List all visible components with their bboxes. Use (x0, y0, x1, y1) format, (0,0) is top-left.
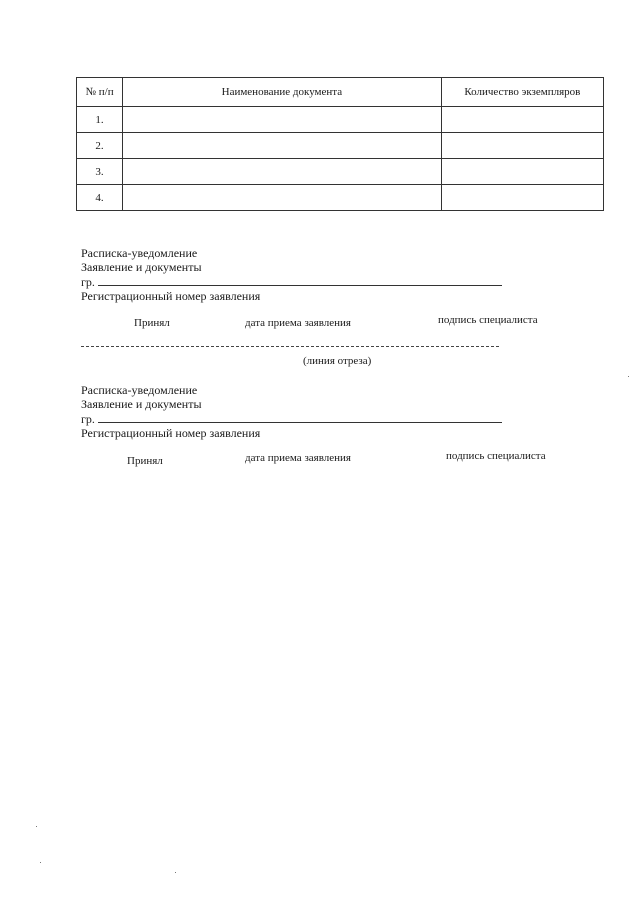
receipt-bottom (81, 383, 502, 440)
row-number: 1. (77, 107, 123, 133)
reg-number-label: Регистрационный номер заявления (81, 289, 261, 303)
row-copies-count (441, 107, 603, 133)
row-document-name (123, 133, 442, 159)
receipt-title: Расписка-уведомление (81, 383, 198, 397)
row-document-name (123, 107, 442, 133)
table-row (77, 185, 604, 211)
citizen-name-field[interactable] (98, 274, 502, 286)
row-document-name (123, 159, 442, 185)
header-document-name: Наименование документа (123, 78, 442, 107)
row-number: 4. (77, 185, 123, 211)
receipt-top (81, 246, 502, 303)
signature-label-bottom: подпись специалиста (446, 450, 546, 462)
citizen-name-field[interactable] (98, 411, 502, 423)
row-document-name (123, 185, 442, 211)
signature-label-top: подпись специалиста (438, 314, 538, 326)
citizen-prefix: гр. (81, 412, 95, 426)
scan-speck (628, 376, 629, 377)
row-copies-count (441, 185, 603, 211)
receipt-subtitle: Заявление и документы (81, 397, 202, 411)
accepted-label-bottom: Принял (127, 455, 163, 467)
receipt-subtitle: Заявление и документы (81, 260, 202, 274)
scan-speck (175, 872, 176, 873)
table-header-row (77, 78, 604, 107)
row-number: 3. (77, 159, 123, 185)
citizen-line (81, 411, 502, 426)
header-copies-count: Количество экземпляров (441, 78, 603, 107)
scan-speck (40, 862, 41, 863)
scan-speck (36, 826, 37, 827)
row-number: 2. (77, 133, 123, 159)
cut-line-label: (линия отреза) (303, 355, 372, 367)
row-copies-count (441, 159, 603, 185)
table-row (77, 107, 604, 133)
row-copies-count (441, 133, 603, 159)
cut-line (81, 346, 499, 347)
accepted-label-top: Принял (134, 317, 170, 329)
citizen-prefix: гр. (81, 275, 95, 289)
reg-number-label: Регистрационный номер заявления (81, 426, 261, 440)
documents-table (76, 77, 604, 211)
header-number: № п/п (77, 78, 123, 107)
date-label-top: дата приема заявления (245, 317, 351, 329)
table-row (77, 159, 604, 185)
date-label-bottom: дата приема заявления (245, 452, 351, 464)
receipt-title: Расписка-уведомление (81, 246, 198, 260)
citizen-line (81, 274, 502, 289)
table-row (77, 133, 604, 159)
